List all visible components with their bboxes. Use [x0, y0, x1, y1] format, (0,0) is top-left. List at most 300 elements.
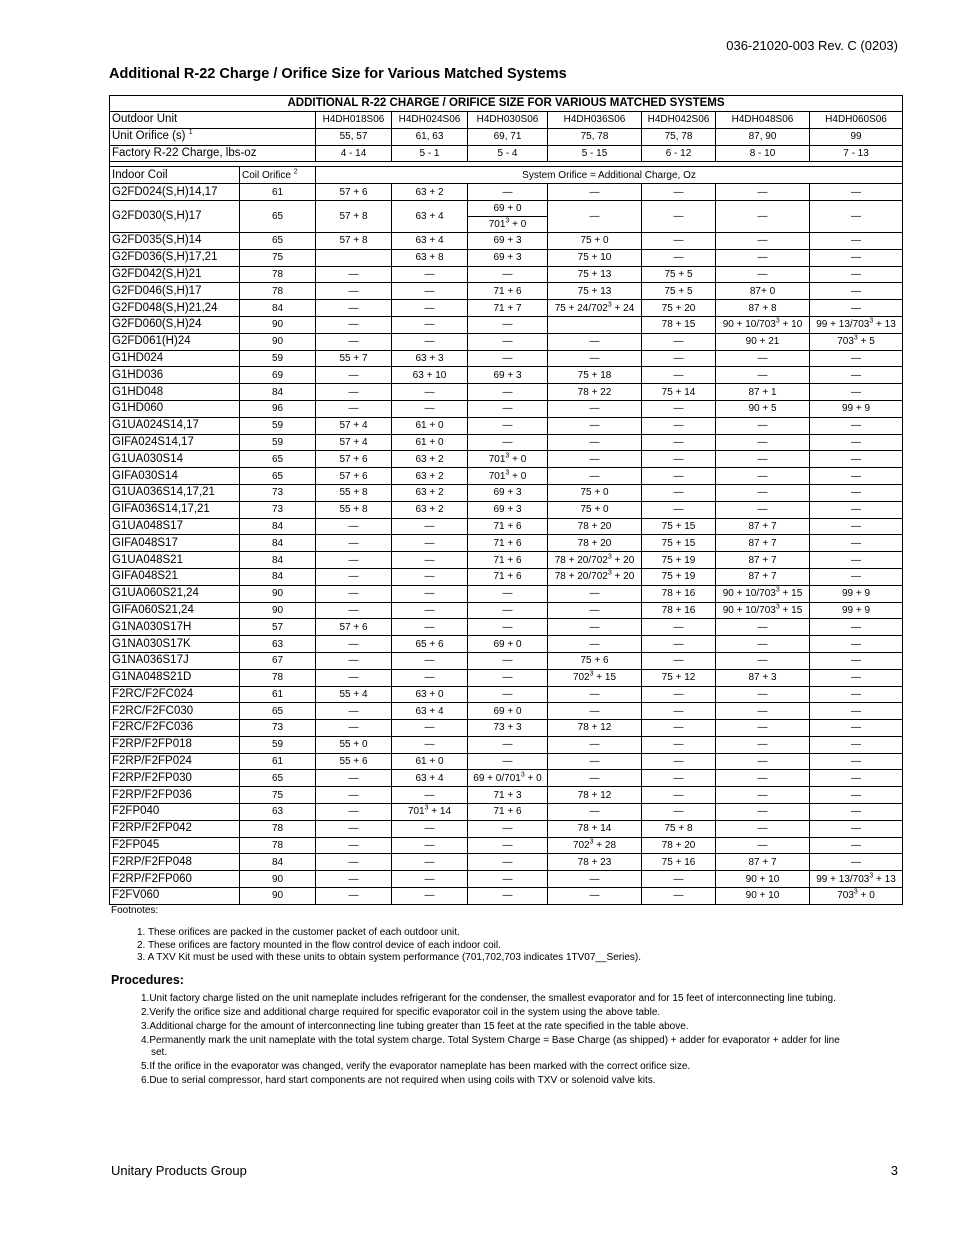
- page-title: Additional R-22 Charge / Orifice Size for Various Matched Systems: [109, 66, 567, 82]
- charge-cell: 87+ 0: [716, 283, 810, 300]
- charge-cell: —: [810, 669, 903, 686]
- charge-cell: $90 + 10/703^3 + 15$: [716, 585, 810, 602]
- charge-cell: $701^3 + 0$: [468, 468, 548, 485]
- charge-cell: —: [316, 333, 392, 350]
- charge-cell: —: [316, 552, 392, 569]
- procedures-list: [141, 993, 901, 1089]
- charge-cell: —: [642, 787, 716, 804]
- charge-cell: 63 + 4: [392, 232, 468, 249]
- charge-cell: —: [548, 636, 642, 653]
- footnotes-label: Footnotes:: [111, 905, 159, 916]
- charge-cell: —: [810, 417, 903, 434]
- charge-cell: —: [392, 568, 468, 585]
- charge-cell: —: [810, 753, 903, 770]
- table-row: [110, 384, 903, 401]
- charge-cell: 78 + 20: [548, 518, 642, 535]
- charge-cell: 69 + 3: [468, 232, 548, 249]
- coil-orifice: 59: [240, 417, 316, 434]
- charge-cell: —: [810, 568, 903, 585]
- charge-cell: —: [642, 400, 716, 417]
- indoor-coil-name: G1UA030S14: [110, 451, 240, 468]
- charge-cell: 87 + 7: [716, 518, 810, 535]
- charge-cell: —: [810, 837, 903, 854]
- table-row: [110, 300, 903, 317]
- charge-cell: 75 + 8: [642, 820, 716, 837]
- charge-cell: —: [392, 535, 468, 552]
- charge-cell: —: [548, 871, 642, 888]
- charge-cell: —: [468, 434, 548, 451]
- unit-orifice: 75, 78: [642, 128, 716, 145]
- coil-orifice: 75: [240, 787, 316, 804]
- charge-cell: [316, 249, 392, 266]
- indoor-coil-name: G2FD036(S,H)17,21: [110, 249, 240, 266]
- charge-cell: —: [316, 636, 392, 653]
- page-number: 3: [890, 1163, 898, 1178]
- charge-cell: 71 + 6: [468, 283, 548, 300]
- table-row: [110, 333, 903, 350]
- footnotes-list: [137, 927, 641, 965]
- charge-cell: 75 + 12: [642, 669, 716, 686]
- charge-cell: —: [810, 283, 903, 300]
- table-row: [110, 451, 903, 468]
- indoor-coil-name: GIFA060S21,24: [110, 602, 240, 619]
- charge-cell: 55 + 6: [316, 753, 392, 770]
- charge-cell: —: [810, 350, 903, 367]
- charge-cell: —: [716, 703, 810, 720]
- charge-cell: 71 + 6: [468, 568, 548, 585]
- charge-cell: —: [716, 820, 810, 837]
- charge-cell: $99 + 13/703^3 + 13$: [810, 871, 903, 888]
- charge-cell: $701^3 + 14$: [392, 804, 468, 821]
- coil-orifice: 78: [240, 820, 316, 837]
- charge-cell: 69 + 3: [468, 484, 548, 501]
- charge-cell: —: [316, 585, 392, 602]
- outdoor-unit: H4DH048S06: [716, 112, 810, 129]
- charge-cell-part: 69 + 0: [493, 202, 522, 214]
- table-row: [110, 787, 903, 804]
- charge-cell: —: [548, 184, 642, 201]
- charge-cell: —: [810, 619, 903, 636]
- charge-cell: —: [716, 184, 810, 201]
- charge-cell: —: [548, 888, 642, 905]
- table-row: [110, 636, 903, 653]
- charge-cell: 71 + 6: [468, 535, 548, 552]
- charge-cell: 75 + 6: [548, 652, 642, 669]
- charge-cell: 78 + 14: [548, 820, 642, 837]
- table-row: [110, 652, 903, 669]
- charge-cell: —: [468, 619, 548, 636]
- indoor-coil-name: GIFA024S14,17: [110, 434, 240, 451]
- charge-cell: $701^3 + 0$: [468, 451, 548, 468]
- unit-orifice: 75, 78: [548, 128, 642, 145]
- factory-charge: 4 - 14: [316, 145, 392, 162]
- indoor-coil-name: F2RP/F2FP048: [110, 854, 240, 871]
- charge-cell: —: [548, 736, 642, 753]
- charge-cell: —: [642, 451, 716, 468]
- coil-orifice: 90: [240, 888, 316, 905]
- charge-cell: —: [642, 888, 716, 905]
- factory-charge: 6 - 12: [642, 145, 716, 162]
- coil-orifice: 65: [240, 703, 316, 720]
- charge-cell: 78 + 12: [548, 720, 642, 737]
- coil-orifice: 63: [240, 804, 316, 821]
- charge-cell: —: [548, 333, 642, 350]
- outdoor-unit: H4DH018S06: [316, 112, 392, 129]
- charge-cell: 57 + 6: [316, 184, 392, 201]
- charge-cell: 75 + 10: [548, 249, 642, 266]
- charge-cell: —: [716, 484, 810, 501]
- charge-cell: —: [716, 367, 810, 384]
- charge-cell: —: [810, 720, 903, 737]
- charge-cell: 87 + 7: [716, 552, 810, 569]
- charge-cell: —: [316, 720, 392, 737]
- coil-orifice: 84: [240, 300, 316, 317]
- coil-orifice: 61: [240, 753, 316, 770]
- charge-cell: —: [810, 736, 903, 753]
- coil-orifice: 59: [240, 350, 316, 367]
- charge-cell: 75 + 20: [642, 300, 716, 317]
- charge-cell: —: [716, 720, 810, 737]
- table-row: [110, 837, 903, 854]
- charge-cell: —: [316, 669, 392, 686]
- table-row: [110, 585, 903, 602]
- charge-cell: —: [716, 652, 810, 669]
- procedure-item: 5.If the orifice in the evaporator was changed, verify the evaporator nameplate has been marked with the correct orifice size.: [141, 1061, 691, 1072]
- charge-cell: —: [810, 804, 903, 821]
- charge-cell: —: [548, 770, 642, 787]
- charge-cell: 55 + 7: [316, 350, 392, 367]
- charge-cell: —: [716, 350, 810, 367]
- charge-cell: —: [810, 266, 903, 283]
- footnote: 1. These orifices are packed in the customer packet of each outdoor unit.: [137, 927, 460, 938]
- charge-cell: —: [468, 871, 548, 888]
- charge-cell: —: [716, 249, 810, 266]
- charge-cell: —: [716, 770, 810, 787]
- charge-cell: 57 + 4: [316, 434, 392, 451]
- charge-cell: —: [316, 602, 392, 619]
- charge-cell: 78 + 12: [548, 787, 642, 804]
- charge-cell: [548, 316, 642, 333]
- table-row: [110, 820, 903, 837]
- charge-cell: —: [392, 266, 468, 283]
- charge-cell: 90 + 10: [716, 871, 810, 888]
- charge-cell: —: [810, 770, 903, 787]
- charge-cell: 71 + 6: [468, 552, 548, 569]
- charge-cell: —: [810, 468, 903, 485]
- coil-orifice: 57: [240, 619, 316, 636]
- indoor-coil-name: F2RP/F2FP036: [110, 787, 240, 804]
- table-row: [110, 871, 903, 888]
- charge-cell: —: [810, 232, 903, 249]
- procedure-continuation: set.: [151, 1047, 168, 1058]
- charge-cell: —: [468, 602, 548, 619]
- table-row: [110, 184, 903, 201]
- charge-cell: —: [548, 468, 642, 485]
- charge-cell: 57 + 6: [316, 619, 392, 636]
- coil-orifice: 78: [240, 669, 316, 686]
- charge-cell: $90 + 10/703^3 + 15$: [716, 602, 810, 619]
- charge-cell: 78 + 15: [642, 316, 716, 333]
- coil-orifice: 65: [240, 468, 316, 485]
- indoor-coil-name: F2FV060: [110, 888, 240, 905]
- charge-cell: —: [468, 686, 548, 703]
- charge-cell: —: [316, 837, 392, 854]
- charge-cell: —: [810, 484, 903, 501]
- charge-cell: —: [392, 384, 468, 401]
- outdoor-unit: H4DH036S06: [548, 112, 642, 129]
- table-row: [110, 249, 903, 266]
- charge-cell: —: [810, 787, 903, 804]
- charge-cell: 63 + 8: [392, 249, 468, 266]
- charge-cell: 75 + 19: [642, 552, 716, 569]
- charge-cell: [468, 200, 548, 232]
- charge-cell: —: [392, 669, 468, 686]
- charge-cell: —: [316, 703, 392, 720]
- unit-orifice-label: Unit Orifice (s) $^1$: [110, 128, 316, 145]
- charge-cell: 69 + 3: [468, 501, 548, 518]
- procedure-item: 2.Verify the orifice size and additional charge required for specific evaporator coil in the system using the above table.: [141, 1007, 661, 1018]
- indoor-coil-name: G1UA036S14,17,21: [110, 484, 240, 501]
- charge-cell: —: [716, 232, 810, 249]
- charge-cell: —: [810, 636, 903, 653]
- charge-cell: —: [392, 736, 468, 753]
- charge-cell: 61 + 0: [392, 434, 468, 451]
- coil-orifice: 73: [240, 720, 316, 737]
- charge-cell: —: [716, 837, 810, 854]
- table-caption: ADDITIONAL R-22 CHARGE / ORIFICE SIZE FOR VARIOUS MATCHED SYSTEMS: [110, 96, 903, 112]
- charge-cell: 61 + 0: [392, 753, 468, 770]
- table-row: [110, 736, 903, 753]
- charge-cell: —: [468, 184, 548, 201]
- table-row: [110, 232, 903, 249]
- charge-cell: —: [316, 400, 392, 417]
- charge-cell: —: [392, 552, 468, 569]
- charge-cell: 75 + 15: [642, 518, 716, 535]
- charge-cell: —: [642, 249, 716, 266]
- charge-cell: —: [810, 501, 903, 518]
- charge-cell: —: [810, 552, 903, 569]
- coil-orifice-label: Coil Orifice $^2$: [240, 167, 316, 184]
- unit-orifice: 99: [810, 128, 903, 145]
- charge-cell: —: [316, 804, 392, 821]
- charge-cell: —: [468, 854, 548, 871]
- indoor-coil-name: G1UA048S17: [110, 518, 240, 535]
- charge-cell: —: [642, 753, 716, 770]
- charge-cell: —: [468, 585, 548, 602]
- table-row: [110, 720, 903, 737]
- charge-cell: 71 + 7: [468, 300, 548, 317]
- charge-cell: 90 + 21: [716, 333, 810, 350]
- factory-charge: 5 - 4: [468, 145, 548, 162]
- indoor-coil-name: GIFA036S14,17,21: [110, 501, 240, 518]
- charge-cell: —: [392, 871, 468, 888]
- charge-cell: —: [810, 703, 903, 720]
- charge-cell: $99 + 13/703^3 + 13$: [810, 316, 903, 333]
- footnote: 3. A TXV Kit must be used with these units to obtain system performance (701,702,703 indicates 1TV07__Series).: [137, 952, 641, 963]
- coil-orifice: 78: [240, 837, 316, 854]
- charge-cell: —: [392, 316, 468, 333]
- charge-cell: —: [548, 686, 642, 703]
- table-row: [110, 770, 903, 787]
- charge-cell: —: [392, 283, 468, 300]
- charge-cell: 63 + 0: [392, 686, 468, 703]
- charge-cell: —: [548, 703, 642, 720]
- charge-cell: 63 + 4: [392, 200, 468, 232]
- charge-cell: —: [316, 300, 392, 317]
- indoor-coil-name: F2RC/F2FC030: [110, 703, 240, 720]
- charge-cell: —: [642, 501, 716, 518]
- charge-cell: —: [642, 184, 716, 201]
- indoor-coil-name: F2RP/F2FP018: [110, 736, 240, 753]
- document-number: 036-21020-003 Rev. C (0203): [726, 38, 898, 53]
- table-row: [110, 518, 903, 535]
- charge-cell: —: [548, 619, 642, 636]
- charge-cell: —: [316, 384, 392, 401]
- charge-cell: —: [548, 753, 642, 770]
- charge-cell: —: [468, 400, 548, 417]
- charge-cell: —: [548, 350, 642, 367]
- indoor-coil-name: F2RP/F2FP060: [110, 871, 240, 888]
- charge-cell: $90 + 10/703^3 + 10$: [716, 316, 810, 333]
- charge-cell: 57 + 8: [316, 232, 392, 249]
- footer-company: Unitary Products Group: [111, 1163, 247, 1178]
- charge-cell: —: [316, 568, 392, 585]
- coil-orifice: 78: [240, 266, 316, 283]
- outdoor-unit: H4DH060S06: [810, 112, 903, 129]
- coil-orifice: 65: [240, 451, 316, 468]
- charge-cell: 78 + 22: [548, 384, 642, 401]
- charge-cell: —: [810, 820, 903, 837]
- charge-cell: 63 + 2: [392, 501, 468, 518]
- charge-cell: —: [392, 888, 468, 905]
- charge-cell: —: [716, 501, 810, 518]
- charge-cell: 75 + 0: [548, 501, 642, 518]
- indoor-coil-name: G2FD046(S,H)17: [110, 283, 240, 300]
- charge-cell: —: [316, 652, 392, 669]
- procedures-title: Procedures:: [111, 973, 184, 987]
- charge-cell: 87 + 7: [716, 854, 810, 871]
- charge-cell: 63 + 2: [392, 484, 468, 501]
- charge-cell: —: [392, 518, 468, 535]
- charge-cell: —: [468, 888, 548, 905]
- charge-cell: —: [716, 619, 810, 636]
- table-row: [110, 200, 903, 232]
- unit-orifice: 61, 63: [392, 128, 468, 145]
- charge-cell: —: [810, 384, 903, 401]
- charge-cell: —: [468, 820, 548, 837]
- table-row: [110, 703, 903, 720]
- charge-cell: 55 + 8: [316, 501, 392, 518]
- charge-cell: —: [716, 266, 810, 283]
- charge-cell: —: [642, 232, 716, 249]
- charge-cell: —: [642, 720, 716, 737]
- charge-cell: $703^3 + 0$: [810, 888, 903, 905]
- indoor-coil-name: G1UA048S21: [110, 552, 240, 569]
- charge-cell: —: [810, 535, 903, 552]
- charge-cell: —: [316, 283, 392, 300]
- indoor-coil-name: G2FD061(H)24: [110, 333, 240, 350]
- charge-cell: $75 + 24/702^3 + 24$: [548, 300, 642, 317]
- charge-cell: $69 + 0/701^3 + 0$: [468, 770, 548, 787]
- outdoor-unit: H4DH030S06: [468, 112, 548, 129]
- indoor-coil-name: G1HD036: [110, 367, 240, 384]
- factory-charge-label: Factory R-22 Charge, lbs-oz: [110, 145, 316, 162]
- charge-cell: 63 + 10: [392, 367, 468, 384]
- factory-charge: 5 - 1: [392, 145, 468, 162]
- charge-cell: 75 + 18: [548, 367, 642, 384]
- charge-cell: —: [810, 184, 903, 201]
- charge-cell: 71 + 6: [468, 804, 548, 821]
- charge-cell: 78 + 23: [548, 854, 642, 871]
- charge-cell: —: [548, 200, 642, 232]
- indoor-coil-name: G1NA030S17H: [110, 619, 240, 636]
- charge-cell: —: [548, 602, 642, 619]
- charge-cell: —: [642, 686, 716, 703]
- charge-cell: 78 + 16: [642, 585, 716, 602]
- indoor-coil-name: G2FD024(S,H)14,17: [110, 184, 240, 201]
- charge-cell: —: [810, 518, 903, 535]
- charge-cell: —: [468, 417, 548, 434]
- indoor-coil-name: F2FP040: [110, 804, 240, 821]
- coil-orifice: 90: [240, 585, 316, 602]
- coil-orifice: 90: [240, 871, 316, 888]
- footnote: 2. These orifices are factory mounted in the flow control device of each indoor coil.: [137, 939, 501, 951]
- coil-orifice: 63: [240, 636, 316, 653]
- table-row: [110, 753, 903, 770]
- charge-cell: 57 + 8: [316, 200, 392, 232]
- charge-cell: 90 + 5: [716, 400, 810, 417]
- charge-cell: 75 + 5: [642, 283, 716, 300]
- charge-cell: —: [392, 787, 468, 804]
- charge-cell: 90 + 10: [716, 888, 810, 905]
- charge-cell: —: [468, 333, 548, 350]
- table-row: [110, 266, 903, 283]
- coil-orifice: 59: [240, 736, 316, 753]
- indoor-coil-name: GIFA030S14: [110, 468, 240, 485]
- charge-cell: —: [810, 652, 903, 669]
- charge-cell: —: [642, 652, 716, 669]
- charge-cell: —: [392, 300, 468, 317]
- indoor-coil-name: G1UA024S14,17: [110, 417, 240, 434]
- charge-cell: 63 + 2: [392, 184, 468, 201]
- charge-cell: —: [642, 871, 716, 888]
- coil-orifice: 90: [240, 316, 316, 333]
- charge-cell: —: [810, 434, 903, 451]
- charge-cell: —: [548, 434, 642, 451]
- charge-cell: —: [548, 417, 642, 434]
- factory-charge: 7 - 13: [810, 145, 903, 162]
- indoor-coil-name: G1NA036S17J: [110, 652, 240, 669]
- table-row: [110, 854, 903, 871]
- charge-cell: —: [642, 703, 716, 720]
- procedure-item: 3.Additional charge for the amount of interconnecting line tubing greater than 15 feet at the rate specified in the table above.: [141, 1021, 689, 1032]
- charge-cell: —: [642, 367, 716, 384]
- charge-cell: —: [316, 770, 392, 787]
- charge-cell: 63 + 4: [392, 703, 468, 720]
- charge-cell: —: [716, 636, 810, 653]
- coil-orifice: 65: [240, 770, 316, 787]
- factory-charge: 8 - 10: [716, 145, 810, 162]
- table-row: [110, 535, 903, 552]
- charge-cell: —: [716, 417, 810, 434]
- charge-orifice-table: [109, 95, 903, 905]
- table-row: [110, 316, 903, 333]
- charge-cell: 63 + 3: [392, 350, 468, 367]
- charge-cell: —: [810, 451, 903, 468]
- charge-cell: —: [316, 787, 392, 804]
- charge-cell: 71 + 3: [468, 787, 548, 804]
- charge-cell: 55 + 8: [316, 484, 392, 501]
